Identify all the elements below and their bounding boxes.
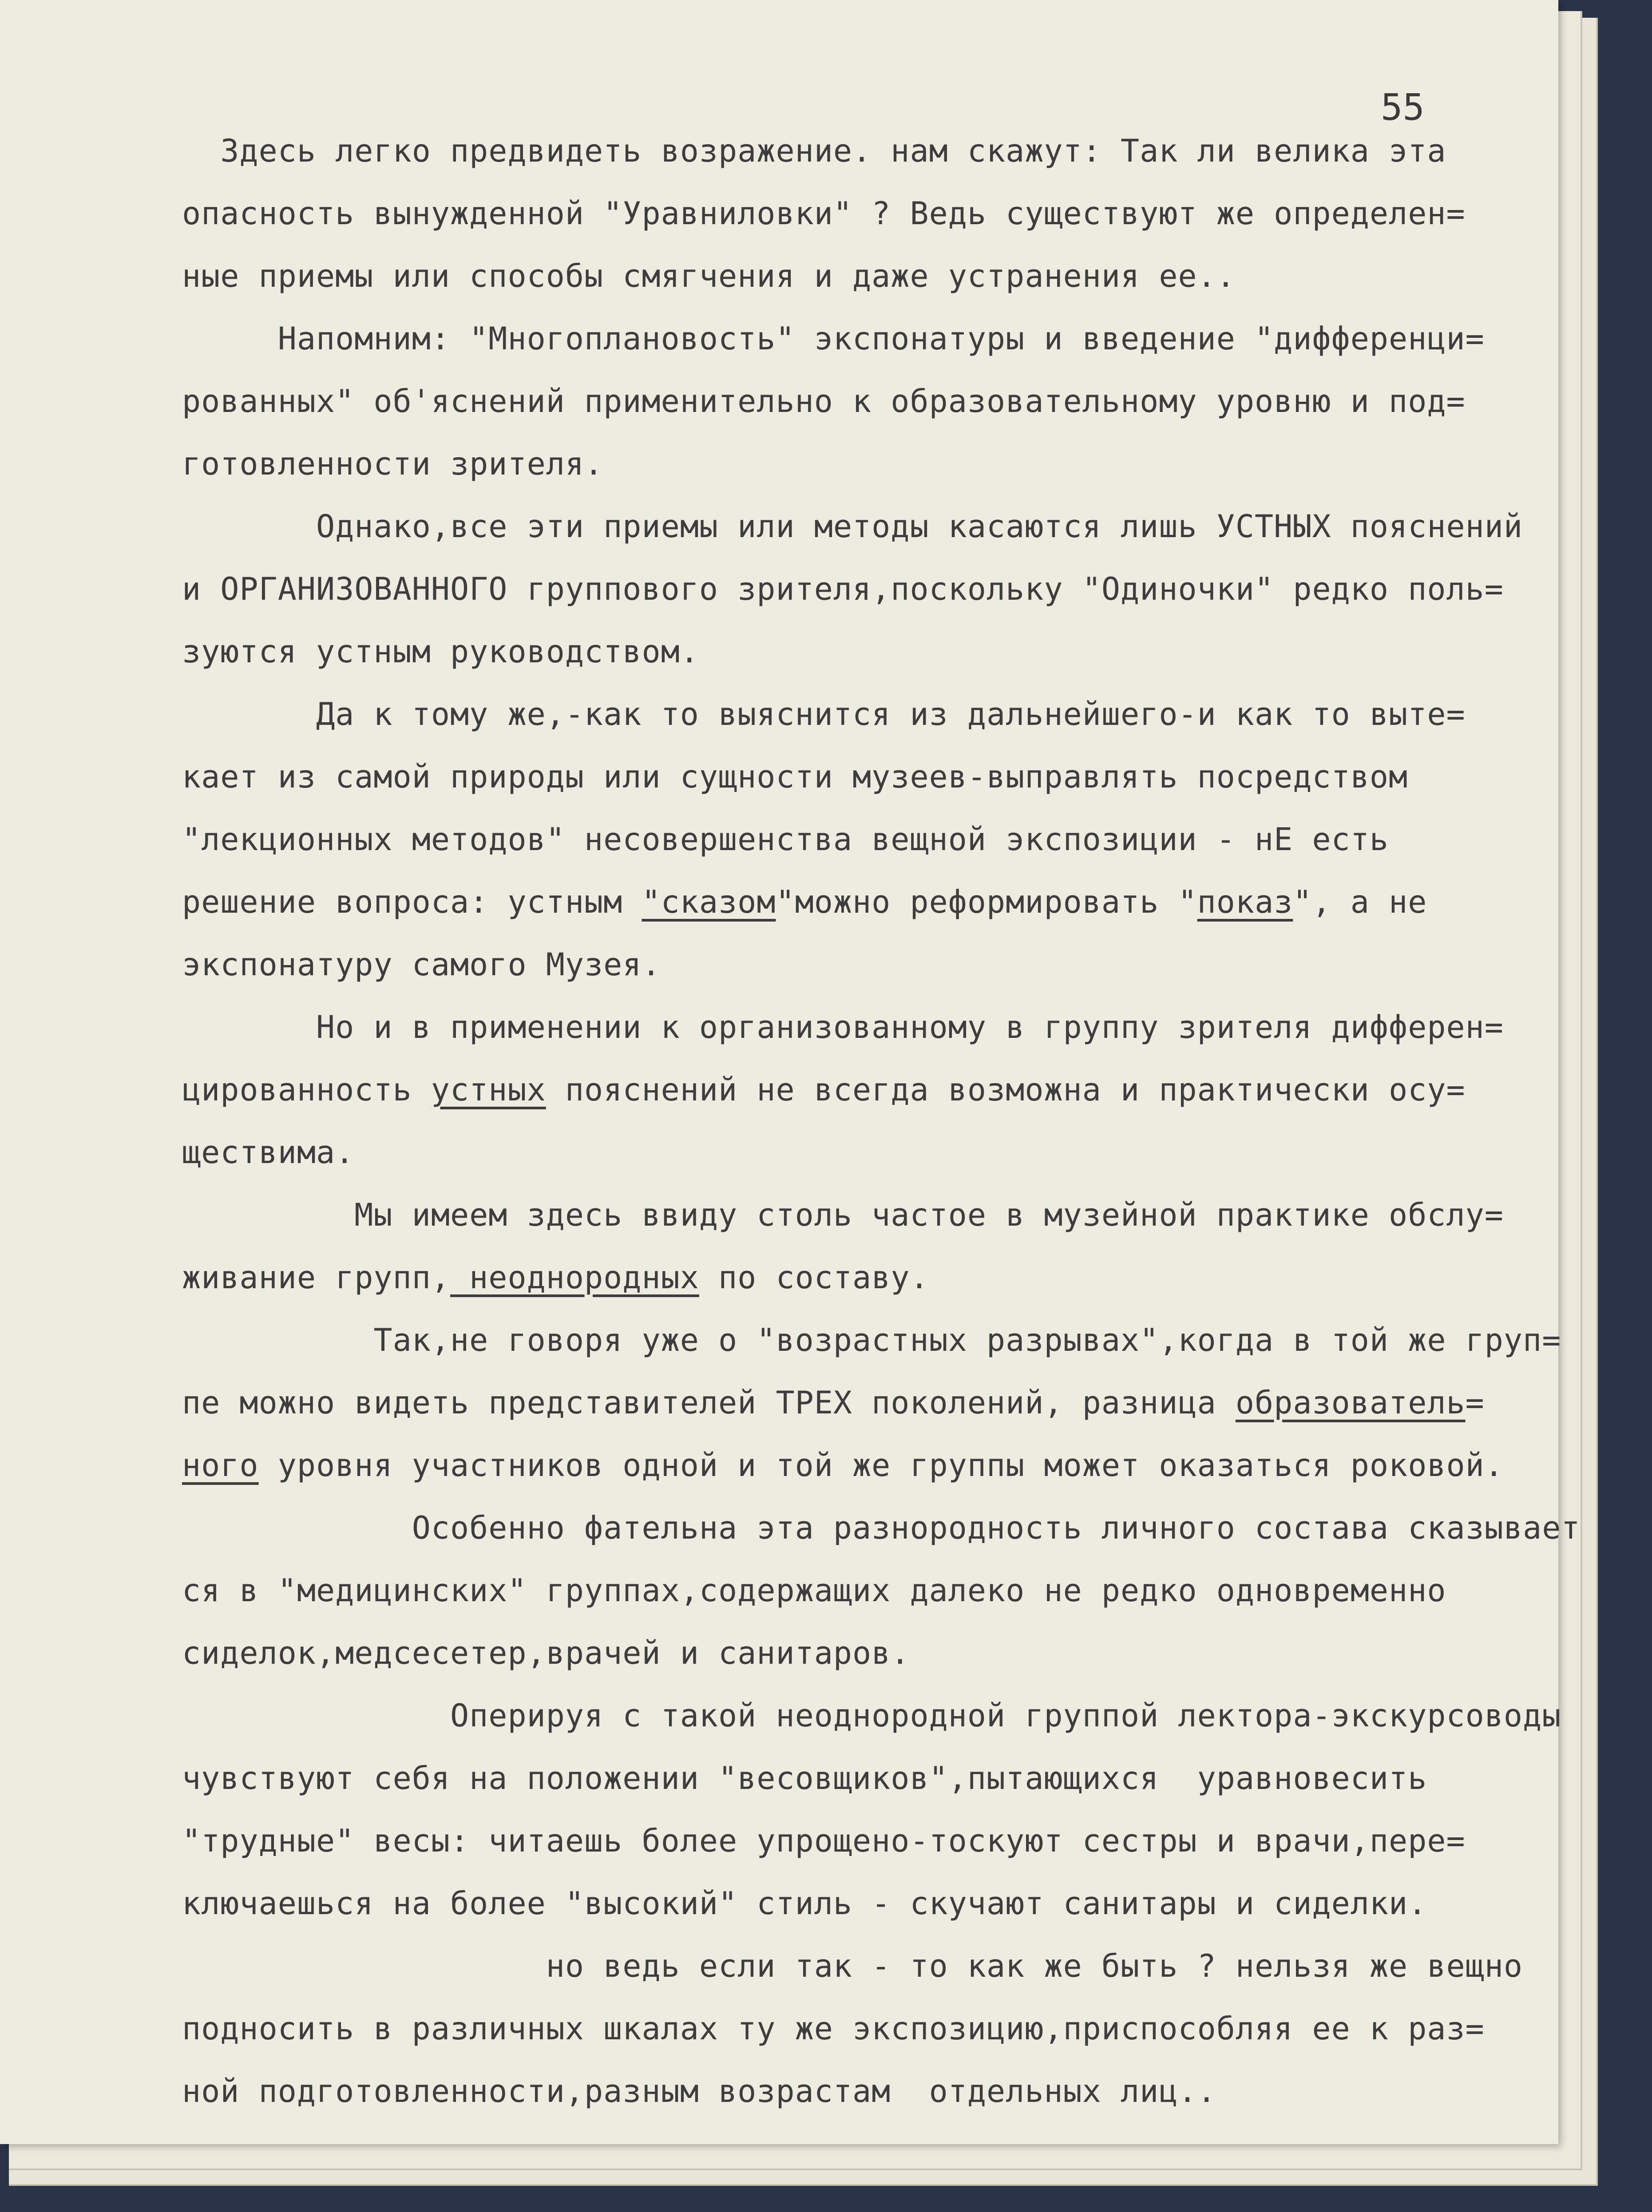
text-line: ные приемы или способы смягчения и даже устранения ее.. <box>182 258 1236 294</box>
text-line: Но и в применении к организованному в группу зрителя дифферен= <box>182 1009 1504 1045</box>
text-line: Однако,все эти приемы или методы касаются лишь УСТНЫХ пояснений <box>182 508 1523 545</box>
text-line <box>182 871 1572 934</box>
text-line: кает из самой природы или сущности музеев-выправлять посредством <box>182 759 1408 795</box>
body-text <box>182 120 1581 2123</box>
underlined-word: устных <box>431 1072 546 1108</box>
text-line: "трудные" весы: читаешь более упрощено-тоскуют сестры и врачи,пере= <box>182 1823 1466 1859</box>
page-number: 55 <box>1381 87 1425 129</box>
text-line: ществима. <box>182 1134 355 1171</box>
underlined-word: показ <box>1197 884 1293 920</box>
text-line: Оперируя с такой неоднородной группой лектора-экскурсоводы <box>182 1698 1561 1734</box>
text-line: сиделок,медсесетер,врачей и санитаров. <box>182 1635 910 1671</box>
text-line <box>182 1246 1572 1309</box>
text-segment: "можно реформировать " <box>776 884 1197 920</box>
text-segment: цированность <box>182 1072 431 1108</box>
text-line: ся в "медицинских" группах,содержащих далеко не редко одновременно <box>182 1572 1446 1609</box>
text-line: "лекционных методов" несовершенства вещной экспозиции - нЕ есть <box>182 821 1389 858</box>
text-line: Особенно фательна эта разнородность личного состава сказывает <box>182 1510 1581 1546</box>
text-line: экспонатуру самого Музея. <box>182 946 661 983</box>
text-line: Так,не говоря уже о "возрастных разрывах",когда в той же груп= <box>182 1322 1561 1358</box>
text-line: но ведь если так - то как же быть ? нельзя же вещно <box>182 1948 1523 1984</box>
text-line: зуются устным руководством. <box>182 633 699 670</box>
text-segment: решение вопроса: устным <box>182 884 642 920</box>
text-segment: уровня участников одной и той же группы может оказаться роковой. <box>258 1447 1504 1484</box>
text-segment: = <box>1465 1385 1485 1421</box>
text-line: подносить в различных шкалах ту же экспозицию,приспособляя ее к раз= <box>182 2010 1485 2047</box>
text-line <box>182 1059 1572 1121</box>
text-segment: пе можно видеть представителей ТРЕХ поколений, разница <box>182 1385 1236 1421</box>
text-line <box>182 1434 1572 1497</box>
text-line: опасность вынужденной "Уравниловки" ? Ведь существуют же определен= <box>182 195 1466 232</box>
underlined-word: "сказом <box>642 884 776 920</box>
text-segment: пояснений не всегда возможна и практически осу= <box>546 1072 1466 1108</box>
underlined-word: неоднородных <box>450 1259 699 1296</box>
text-line <box>182 1372 1572 1434</box>
text-line: готовленности зрителя. <box>182 446 604 482</box>
underlined-word: ного <box>182 1447 259 1484</box>
text-line: Да к тому же,-как то выяснится из дальнейшего-и как то выте= <box>182 696 1466 732</box>
text-segment: по составу. <box>699 1259 929 1296</box>
text-segment: живание групп, <box>182 1259 451 1296</box>
text-line: рованных" об'яснений применительно к образовательному уровню и под= <box>182 383 1466 419</box>
text-segment: ", а не <box>1293 884 1427 920</box>
text-line: чувствуют себя на положении "весовщиков",пытающихся уравновесить <box>182 1760 1427 1797</box>
text-line: Здесь легко предвидеть возражение. нам скажут: Так ли велика эта <box>182 133 1446 169</box>
text-line: Мы имеем здесь ввиду столь частое в музейной практике обслу= <box>182 1197 1504 1233</box>
text-line: и ОРГАНИЗОВАННОГО группового зрителя,поскольку "Одиночки" редко поль= <box>182 571 1504 607</box>
text-line: Напомним: "Многоплановость" экспонатуры и введение "дифференци= <box>182 321 1485 357</box>
text-line: ной подготовленности,разным возрастам отдельных лиц.. <box>182 2073 1216 2109</box>
underlined-word: образователь <box>1235 1385 1466 1421</box>
text-line: ключаешься на более "высокий" стиль - скучают санитары и сиделки. <box>182 1885 1427 1922</box>
